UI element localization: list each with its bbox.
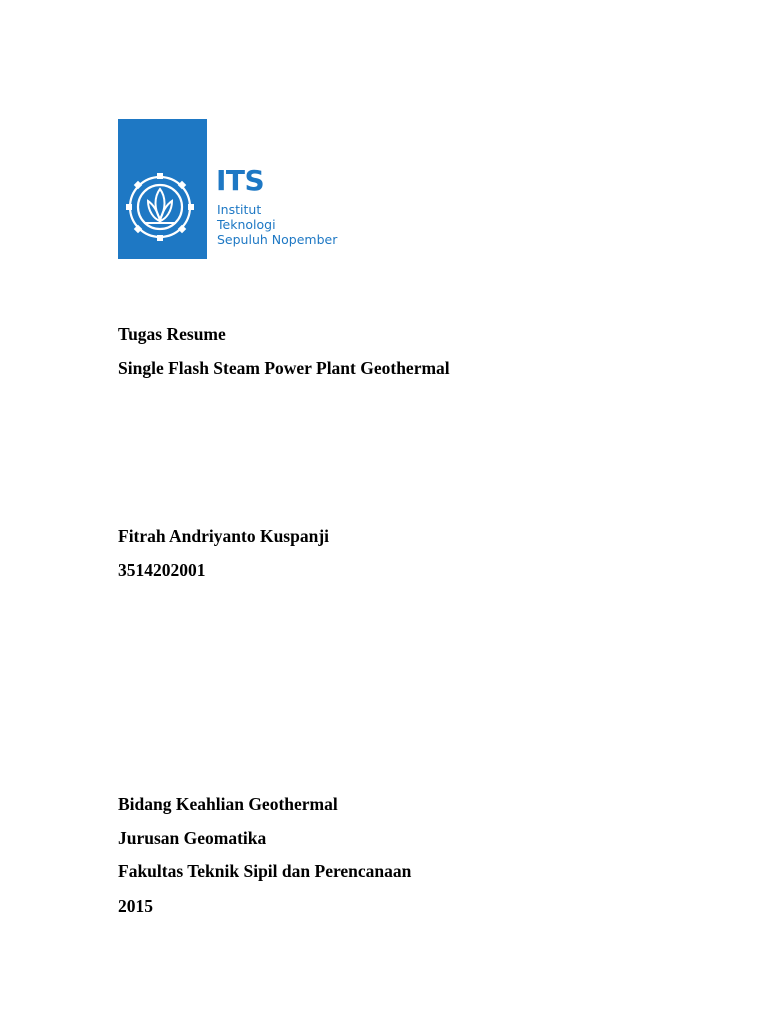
its-logo <box>118 119 340 259</box>
year: 2015 <box>118 896 153 916</box>
author-name: Fitrah Andriyanto Kuspanji <box>118 526 330 546</box>
logo-line-institut: Institut <box>217 202 262 217</box>
document-title: Single Flash Steam Power Plant Geothermal <box>118 358 450 378</box>
document-type: Tugas Resume <box>118 324 226 344</box>
logo-line-teknologi: Teknologi <box>217 217 276 232</box>
logo-line-sepuluh-nopember: Sepuluh Nopember <box>217 232 338 247</box>
logo-abbreviation: ITS <box>216 164 265 197</box>
department: Jurusan Geomatika <box>118 828 267 848</box>
student-id: 3514202001 <box>118 560 206 580</box>
its-emblem-icon <box>118 119 207 259</box>
faculty: Fakultas Teknik Sipil dan Perencanaan <box>118 861 412 881</box>
field-of-study: Bidang Keahlian Geothermal <box>118 794 338 814</box>
